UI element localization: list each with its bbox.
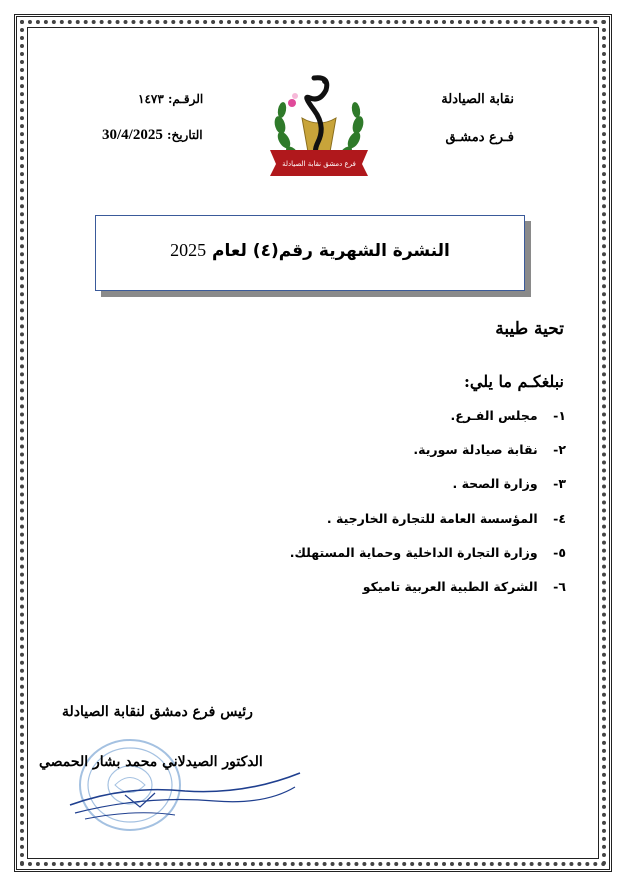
list-item (290, 408, 566, 442)
list-item (290, 545, 566, 579)
list-item-number: ١- (553, 408, 566, 423)
logo-ribbon-text: فرع دمشق نقابة الصيادلة (282, 160, 356, 168)
list-item-text: المؤسسة العامة للتجارة الخارجية . (326, 510, 538, 526)
list-item-number: ٥- (553, 544, 566, 560)
signatory-name: الدكتور الصيدلاني محمد بشار الحمصي (39, 754, 263, 770)
handwritten-signature (65, 765, 305, 825)
reference-label: الرقـم: (167, 92, 204, 106)
list-item-text: مجلس الفـرع. (450, 408, 538, 423)
branch-name: فـرع دمشـق (445, 130, 514, 145)
signatory-position: رئيس فرع دمشق لنقابة الصيادلة (62, 704, 253, 720)
list-item-text: وزارة الصحة . (452, 476, 538, 492)
list-item (290, 476, 566, 510)
bulletin-title-box (95, 215, 525, 291)
date-value: 30/4/2025 (102, 127, 163, 143)
date-line (102, 127, 203, 144)
list-item (290, 579, 566, 613)
list-item-number: ٤- (553, 510, 566, 526)
org-name: نقابة الصيادلة (441, 92, 514, 107)
list-item (290, 442, 566, 476)
list-item-text: الشركة الطبية العربية تاميكو (362, 578, 538, 594)
pharmacists-syndicate-logo (264, 70, 374, 182)
reference-number: ١٤٧٣ (138, 92, 164, 106)
list-item-number: ٦- (553, 578, 566, 594)
date-label: التاريخ: (167, 128, 203, 142)
intro-line: نبلغكـم ما يلي: (463, 372, 564, 391)
bulletin-year: 2025 (170, 240, 207, 260)
list-item (290, 511, 566, 545)
list-item-text: وزارة التجارة الداخلية وحماية المستهلك. (289, 544, 538, 560)
list-item-number: ٢- (553, 442, 566, 458)
recipients-list (290, 408, 566, 613)
reference-line (138, 92, 203, 106)
greeting: تحية طيبة (495, 319, 564, 339)
bulletin-title-text: النشرة الشهرية رقم(٤) لعام (212, 241, 450, 261)
list-item-number: ٣- (553, 476, 566, 492)
list-item-text: نقابة صيادلة سورية. (413, 442, 538, 458)
bulletin-title (96, 240, 524, 261)
